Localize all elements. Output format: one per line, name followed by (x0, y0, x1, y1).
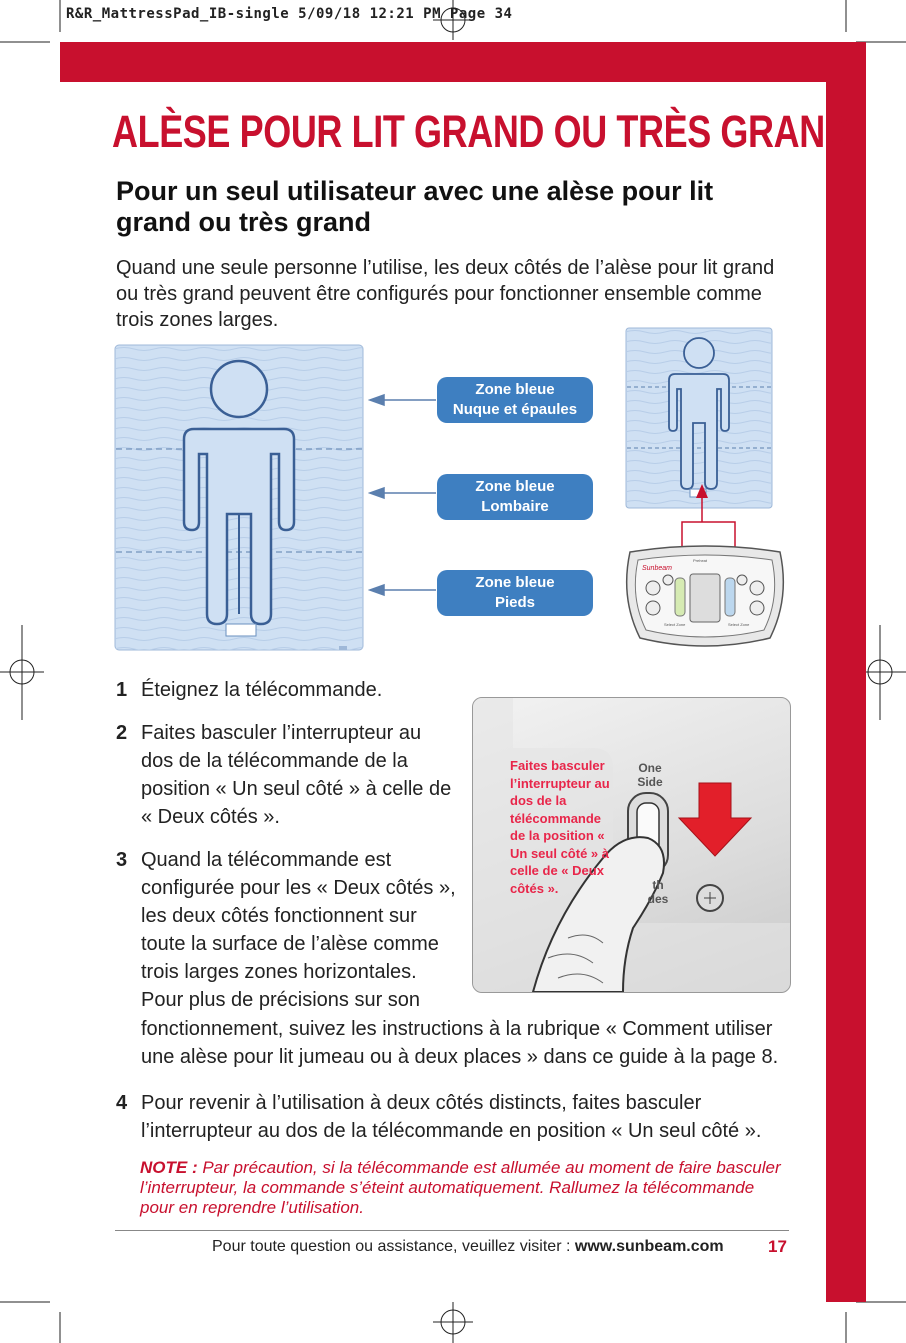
preheat-label: Preheat (693, 558, 708, 563)
zone-label-neck (437, 377, 593, 423)
step-1 (116, 676, 456, 704)
label-side: Side (637, 775, 663, 789)
step-text: Pour revenir à l’utilisation à deux côtés distincts, faites basculer l’interrupteur au dos de la télécommande en position « Un seul côté ». (141, 1092, 762, 1142)
step-text-continued: fonctionnement, suivez les instructions à la rubrique « Comment utiliser une alèse pour lit jumeau ou à deux places » dans ce guide à la page 8. (141, 1018, 779, 1068)
zone-label-line2: Nuque et épaules (452, 401, 578, 418)
label-both: th (652, 878, 664, 892)
zone-label-line1: Zone bleue (475, 478, 555, 495)
section-subtitle: Pour un seul utilisateur avec une alèse pour lit grand ou très grand (116, 176, 714, 237)
note-label: NOTE : (140, 1158, 198, 1177)
zone-label-line2: Pieds (494, 594, 536, 611)
intro-paragraph: Quand une seule personne l’utilise, les deux côtés de l’alèse pour lit grand ou très grand peuvent être configurés pour fonctionner ensemble comme trois zones larges. (116, 257, 775, 331)
safety-note (140, 1158, 790, 1218)
page-title: ALÈSE POUR LIT GRAND OU TRÈS GRAND (112, 106, 851, 157)
arrow-down-icon (679, 783, 751, 856)
remote-control-illustration (620, 478, 790, 654)
zone-arrows (368, 390, 438, 605)
footer-divider (115, 1230, 789, 1231)
arrow-up-icon (696, 484, 708, 498)
step-text: Faites basculer l’interrupteur au dos de la télécommande de la position « Un seul côté » à celle de « Deux côtés ». (141, 722, 452, 828)
brand-logo: Sunbeam (642, 565, 672, 572)
page-number: 17 (768, 1237, 787, 1256)
switch-callout: Faites basculer l’interrupteur au dos de la télécommande de la position « Un seul côté » à celle de « Deux côtés ». (510, 758, 610, 896)
step-number: 3 (116, 849, 128, 871)
zone-label-line2: Lombaire (481, 498, 549, 515)
step-number: 4 (116, 1092, 128, 1114)
label-one: One (638, 761, 662, 775)
zone-label-line1: Zone bleue (475, 381, 555, 398)
select-zone-right-label: Select Zone (728, 622, 750, 627)
zone-label-line1: Zone bleue (475, 574, 555, 591)
step-text: Éteignez la télécommande. (141, 679, 383, 701)
mattress-pad-illustration (114, 344, 364, 654)
red-header-band (60, 42, 866, 82)
footer-text: Pour toute question ou assistance, veuillez visiter : (212, 1238, 571, 1255)
label-sides: des (647, 892, 669, 906)
step-3 (116, 846, 456, 1014)
step-number: 1 (116, 679, 128, 701)
select-zone-left-label: Select Zone (664, 622, 686, 627)
both-sides-label (643, 878, 673, 906)
step-4 (116, 1089, 796, 1145)
zone-label-lumbar (437, 474, 593, 520)
step-number: 2 (116, 722, 128, 744)
step-2 (116, 719, 456, 831)
note-text: Par précaution, si la télécommande est allumée au moment de faire basculer l’interrupteur, la commande s’éteint automatiquement. Rallumez la télécommande pour en reprendre l’utilisation. (140, 1158, 781, 1217)
printer-header: R&R_MattressPad_IB-single 5/09/18 12:21 PM Page 34 (66, 6, 513, 22)
step-3-continued (116, 1015, 796, 1071)
footer-url-link[interactable]: www.sunbeam.com (574, 1238, 724, 1255)
red-side-tab (826, 42, 866, 1302)
footer (212, 1238, 724, 1256)
zone-label-feet (437, 570, 593, 616)
one-side-label (628, 761, 672, 789)
step-text: Quand la télécommande est configurée pour les « Deux côtés », les deux côtés fonctionnent sur toute la surface de l’alèse comme trois larges zones horizontales. Pour plus de précisions sur son (141, 849, 456, 1011)
